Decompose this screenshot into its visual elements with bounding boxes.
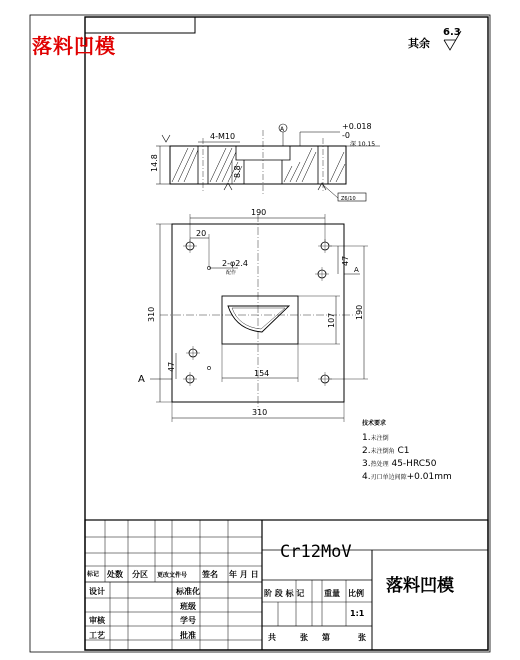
section-depth-note: 深 10.15 — [350, 141, 376, 148]
tb-total: 共 — [268, 633, 276, 642]
tb-student-id: 学号 — [180, 616, 196, 625]
tb-page-sheets: 张 — [358, 633, 366, 642]
sheet-outer-border — [30, 15, 490, 652]
part-name-label: 落料凹模 — [386, 576, 454, 596]
technical-notes — [362, 418, 452, 484]
section-small-box: Z6/10 — [341, 196, 356, 202]
tb-review: 审核 — [89, 616, 105, 625]
rest-roughness-label: 其余 — [408, 37, 430, 50]
tb-header-doc: 更改文件号 — [157, 572, 188, 579]
part-title-red: 落料凹模 — [32, 34, 116, 58]
tb-header-count: 处数 — [107, 570, 123, 579]
tb-weight: 重量 — [324, 589, 340, 598]
notes-title: 技术要求 — [362, 420, 387, 427]
material-label: Cr12MoV — [280, 542, 352, 562]
plan-bottom-width: 310 — [252, 408, 268, 417]
plan-cavity-width: 154 — [254, 369, 270, 378]
plan-right-top-offset: 47 — [341, 255, 350, 266]
tb-header-mark: 标记 — [87, 571, 100, 578]
tb-scale-label: 比例 — [348, 589, 364, 598]
note-item: 3.热处理 45-HRC50 — [362, 459, 437, 469]
note-item: 4.刃口单边间隙+0.01mm — [362, 472, 452, 482]
plan-datum-right: A — [354, 266, 359, 274]
section-tolerance-upper: +0.018 — [342, 122, 372, 131]
tb-page: 第 — [322, 633, 330, 642]
plan-left-bottom-offset: 47 — [167, 361, 176, 372]
tb-header-zone: 分区 — [132, 570, 148, 579]
plan-right-height: 190 — [355, 304, 364, 320]
section-datum: A — [280, 126, 285, 133]
plan-cavity-height: 107 — [327, 312, 336, 328]
rest-roughness-value: 6.3 — [443, 27, 461, 38]
tb-approve: 批准 — [180, 631, 196, 640]
note-item: 1.未注倒 — [362, 433, 389, 443]
plan-pin-note: 配作 — [226, 270, 237, 276]
plan-width-top: 190 — [251, 208, 267, 217]
note-item: 2.未注倒角 C1 — [362, 446, 410, 456]
tb-class: 班级 — [180, 602, 196, 611]
tb-design: 设计 — [89, 587, 105, 596]
tb-header-sign: 签名 — [202, 570, 218, 579]
tb-process: 工艺 — [89, 631, 105, 640]
plan-pin-callout: 2-φ2.4 — [222, 259, 248, 268]
plan-pin-offset: 20 — [196, 229, 207, 238]
plan-left-height: 310 — [147, 306, 156, 322]
tb-standardize: 标准化 — [176, 587, 200, 596]
section-tolerance-lower: -0 — [342, 131, 350, 140]
section-hole-callout: 4-M10 — [210, 132, 236, 141]
tb-scale: 1:1 — [350, 609, 365, 618]
section-height: 14.8 — [150, 154, 159, 172]
tb-header-date: 年 月 日 — [229, 570, 259, 579]
tb-stage-header: 阶 段 标 记 — [264, 589, 305, 598]
section-inner-depth: 8.8 — [233, 165, 242, 178]
tb-sheets: 张 — [300, 633, 308, 642]
plan-datum-left: A — [138, 374, 145, 385]
